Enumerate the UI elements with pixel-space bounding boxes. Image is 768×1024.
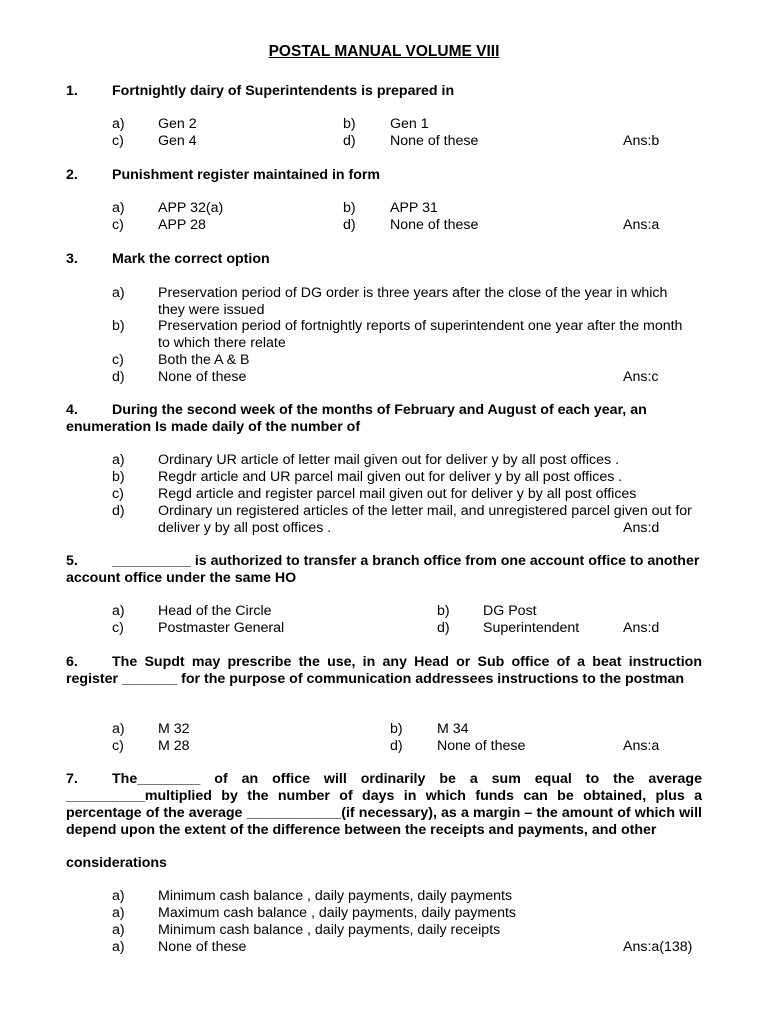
q2-option-b-label: b): [343, 200, 356, 216]
q5-option-a-label: a): [112, 603, 125, 619]
q4-option-a-label: a): [112, 452, 125, 468]
q7-option-4-text: None of these: [158, 939, 247, 955]
question-1-text: Fortnightly dairy of Superintendents is prepared in: [112, 83, 455, 99]
q7-option-3-label: a): [112, 922, 125, 938]
q6-option-d-label: d): [390, 738, 403, 754]
q2-option-c-text: APP 28: [158, 217, 206, 233]
q4-answer: Ans:d: [623, 520, 660, 536]
q4-option-c-label: c): [112, 486, 124, 502]
q3-option-a-text: Preservation period of DG order is three years after the close of the year in which they were issued: [158, 285, 668, 318]
q6-option-b-text: M 34: [437, 721, 469, 737]
question-7: [66, 771, 702, 839]
q5-answer: Ans:d: [623, 620, 660, 636]
question-4: [66, 402, 702, 436]
q1-option-d-text: None of these: [390, 133, 479, 149]
q2-option-c-label: c): [112, 217, 124, 233]
question-6-text: The Supdt may prescribe the use, in any Head or Sub office of a beat instruction register _______ for the purpose of communication addressees instructions to the postman: [66, 654, 702, 687]
q6-option-a-label: a): [112, 721, 125, 737]
q7-option-4-label: a): [112, 939, 125, 955]
q7-option-2-text: Maximum cash balance , daily payments, daily payments: [158, 905, 516, 921]
q2-answer: Ans:a: [623, 217, 660, 233]
page-title: POSTAL MANUAL VOLUME VIII: [268, 43, 500, 60]
q1-option-a-label: a): [112, 116, 125, 132]
q4-option-b-text: Regdr article and UR parcel mail given out for deliver y by all post offices .: [158, 469, 623, 485]
q5-option-d-label: d): [437, 620, 450, 636]
q2-option-a-label: a): [112, 200, 125, 216]
q5-option-a-text: Head of the Circle: [158, 603, 272, 619]
q3-option-d-text: None of these: [158, 369, 247, 385]
question-2-text: Punishment register maintained in form: [112, 167, 381, 183]
q1-option-a-text: Gen 2: [158, 116, 197, 132]
q5-option-b-text: DG Post: [483, 603, 537, 619]
question-4-number: 4.: [66, 402, 78, 418]
q6-option-b-label: b): [390, 721, 403, 737]
q4-option-d-label: d): [112, 503, 125, 519]
q7-option-1-label: a): [112, 888, 125, 904]
q7-option-1-text: Minimum cash balance , daily payments, daily payments: [158, 888, 513, 904]
question-3-number: 3.: [66, 251, 78, 267]
question-4-text: During the second week of the months of February and August of each year, an enumeration Is made daily of the number of: [66, 402, 647, 435]
q1-option-c-label: c): [112, 133, 124, 149]
q6-option-c-text: M 28: [158, 738, 190, 754]
q5-option-c-text: Postmaster General: [158, 620, 285, 636]
q3-option-b-label: b): [112, 318, 125, 334]
q3-answer: Ans:c: [623, 369, 659, 385]
question-1-number: 1.: [66, 83, 78, 99]
question-3-text: Mark the correct option: [112, 251, 270, 267]
q1-option-c-text: Gen 4: [158, 133, 197, 149]
q2-option-b-text: APP 31: [390, 200, 438, 216]
question-5: [66, 553, 702, 587]
question-5-text: __________ is authorized to transfer a branch office from one account office to another account office under the same HO: [66, 553, 700, 586]
q4-option-d-text: Ordinary un registered articles of the letter mail, and unregistered parcel given out for deliver y by all post offices .: [158, 503, 692, 536]
q1-option-b-text: Gen 1: [390, 116, 429, 132]
q2-option-a-text: APP 32(a): [158, 200, 224, 216]
q4-option-b-label: b): [112, 469, 125, 485]
q1-option-b-label: b): [343, 116, 356, 132]
question-6-number: 6.: [66, 654, 78, 670]
q4-option-a-text: Ordinary UR article of letter mail given out for deliver y by all post offices .: [158, 452, 620, 468]
q2-option-d-label: d): [343, 217, 356, 233]
q6-answer: Ans:a: [623, 738, 660, 754]
question-7-text: The________ of an office will ordinarily be a sum equal to the average __________multiplied by the number of days in which funds can be obtained, plus a percentage of the average ____________(if necessary), as a margin – the amount of which will depend upon the extent of the difference between the receipts and payments, and other: [66, 771, 702, 838]
q3-option-d-label: d): [112, 369, 125, 385]
q2-option-d-text: None of these: [390, 217, 479, 233]
q5-option-c-label: c): [112, 620, 124, 636]
question-6: [66, 654, 702, 688]
q4-option-c-text: Regd article and register parcel mail given out for deliver y by all post offices: [158, 486, 637, 502]
q6-option-d-text: None of these: [437, 738, 526, 754]
question-2-number: 2.: [66, 167, 78, 183]
q5-option-b-label: b): [437, 603, 450, 619]
q3-option-b-text: Preservation period of fortnightly reports of superintendent one year after the month to which there relate: [158, 318, 683, 351]
q6-option-a-text: M 32: [158, 721, 190, 737]
q3-option-c-label: c): [112, 352, 124, 368]
question-5-number: 5.: [66, 553, 78, 569]
q6-option-c-label: c): [112, 738, 124, 754]
question-7-number: 7.: [66, 771, 78, 787]
q5-option-d-text: Superintendent: [483, 620, 580, 636]
q1-answer: Ans:b: [623, 133, 660, 149]
q3-option-c-text: Both the A & B: [158, 352, 250, 368]
q7-option-3-text: Minimum cash balance , daily payments, daily receipts: [158, 922, 501, 938]
question-7-text-tail: considerations: [66, 855, 167, 871]
q7-option-2-label: a): [112, 905, 125, 921]
q3-option-a-label: a): [112, 285, 125, 301]
q7-answer: Ans:a(138): [623, 939, 693, 955]
q1-option-d-label: d): [343, 133, 356, 149]
